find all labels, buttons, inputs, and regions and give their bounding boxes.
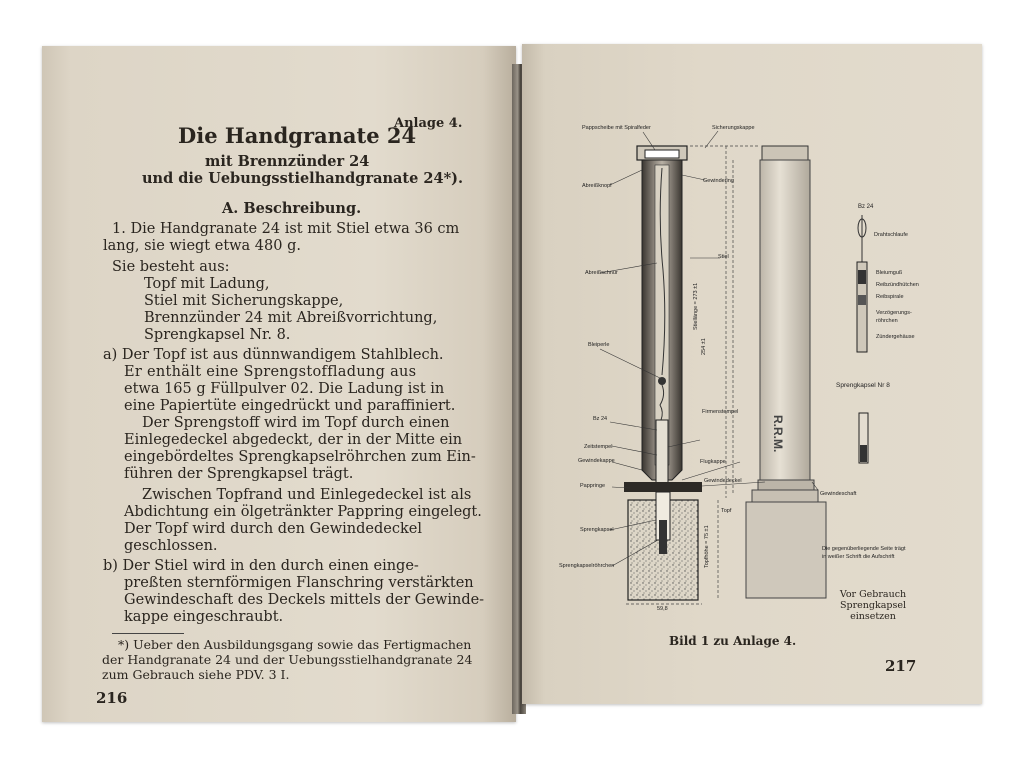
label-bz24: Bz 24 bbox=[593, 416, 608, 422]
footnote-line: der Handgranate 24 und der Uebungsstielhandgranate 24 bbox=[102, 652, 473, 667]
label-note-2: in weißer Schrift die Aufschrift bbox=[822, 554, 895, 560]
label-note-1: Die gegenüberliegende Seite trägt bbox=[822, 546, 906, 552]
label-abreissknopf: Abreißknopf bbox=[582, 183, 612, 189]
appendix-label: Anlage 4. bbox=[394, 116, 463, 131]
body-line: b) Der Stiel wird in den durch einen einge- bbox=[103, 558, 419, 574]
label-topfhoehe: Topfhöhe = 75 ±1 bbox=[704, 525, 710, 568]
body-line: führen der Sprengkapsel trägt. bbox=[124, 466, 354, 482]
label-pappscheibe: Pappscheibe mit Spiralfeder bbox=[582, 125, 651, 131]
label-gewindedeckel: Gewindedeckel bbox=[704, 478, 742, 484]
label-zeitstempel: Zeitstempel bbox=[584, 444, 613, 450]
body-line: Topf mit Ladung, bbox=[144, 276, 270, 292]
label-bz24-detail: Bz 24 bbox=[858, 204, 874, 210]
label-zuendergehaeuse: Zündergehäuse bbox=[876, 334, 915, 340]
label-gewindeschaft: Gewindeschaft bbox=[820, 491, 857, 497]
body-line: Stiel mit Sicherungskappe, bbox=[144, 293, 344, 309]
body-line: lang, sie wiegt etwa 480 g. bbox=[103, 238, 301, 254]
label-stiel: Stiel bbox=[718, 254, 729, 260]
label-sprengkapsel-nr8: Sprengkapsel Nr 8 bbox=[836, 382, 890, 389]
label-reibzuendhuetchen: Reibzündhütchen bbox=[876, 282, 919, 288]
section-heading: A. Beschreibung. bbox=[222, 200, 362, 217]
body-line: etwa 165 g Füllpulver 02. Die Ladung ist in bbox=[124, 381, 445, 397]
label-sprengkapselroehrchen: Sprengkapselröhrchen bbox=[559, 563, 615, 569]
body-line: geschlossen. bbox=[124, 538, 218, 554]
subtitle-line-2: und die Uebungsstielhandgranate 24*). bbox=[142, 170, 464, 187]
label-sprengkapsel: Sprengkapsel bbox=[580, 527, 614, 533]
page-number-right: 217 bbox=[885, 657, 917, 675]
footnote-line: zum Gebrauch siehe PDV. 3 I. bbox=[102, 667, 290, 682]
label-verzoegerung: Verzögerungs- bbox=[876, 310, 912, 316]
body-line: Zwischen Topfrand und Einlegedeckel ist als bbox=[142, 487, 472, 503]
instruction-line-3: einsetzen bbox=[850, 611, 896, 622]
figure-caption: Bild 1 zu Anlage 4. bbox=[669, 634, 797, 648]
body-line: Der Sprengstoff wird im Topf durch einen bbox=[142, 415, 450, 431]
exterior-grenade-drawing bbox=[746, 146, 826, 598]
label-stiellaenge: Stiellänge = 273 ±1 bbox=[693, 282, 699, 330]
label-firmenstempel: Firmenstempel bbox=[702, 409, 739, 415]
label-topf: Topf bbox=[721, 508, 732, 514]
body-line: 1. Die Handgranate 24 ist mit Stiel etwa 36 cm bbox=[112, 221, 460, 237]
body-line: preßten sternförmigen Flanschring verstärkten bbox=[124, 575, 474, 591]
fuse-detail-drawing bbox=[857, 215, 867, 352]
label-stiel-inner: 254 ±1 bbox=[701, 338, 707, 355]
page-title: Die Handgranate 24 bbox=[178, 123, 417, 148]
body-line: Sprengkapsel Nr. 8. bbox=[144, 327, 291, 343]
body-line: kappe eingeschraubt. bbox=[124, 609, 284, 625]
body-line: Abdichtung ein ölgetränkter Pappring eingelegt. bbox=[124, 504, 482, 520]
label-flugkappe: Flugkappe bbox=[700, 459, 726, 465]
label-abreissschnur: Abreißschnur bbox=[585, 270, 618, 276]
body-line: Sie besteht aus: bbox=[112, 259, 230, 275]
footnote-line: *) Ueber den Ausbildungsgang sowie das Fertigmachen bbox=[118, 637, 472, 652]
body-line: Brennzünder 24 mit Abreißvorrichtung, bbox=[144, 310, 438, 326]
instruction-line-2: Sprengkapsel bbox=[840, 600, 906, 611]
body-line: Der Topf wird durch den Gewindedeckel bbox=[124, 521, 422, 537]
label-sicherungskappe: Sicherungskappe bbox=[712, 125, 755, 131]
body-line: Gewindeschaft des Deckels mittels der Gewinde- bbox=[124, 592, 485, 608]
subtitle-line-1: mit Brennzünder 24 bbox=[205, 153, 370, 170]
body-line: eine Papiertüte eingedrückt und paraffiniert. bbox=[124, 398, 456, 414]
label-pappringe: Pappringe bbox=[580, 483, 606, 489]
label-gewindering: Gewindering bbox=[703, 178, 734, 184]
sectional-grenade-drawing bbox=[624, 146, 702, 600]
instruction-line-1: Vor Gebrauch bbox=[839, 589, 907, 600]
label-gewindekappe: Gewindekappe bbox=[578, 458, 615, 464]
label-diameter: 59,8 bbox=[657, 606, 668, 612]
body-line: eingebördeltes Sprengkapselröhrchen zum Ein- bbox=[124, 449, 476, 465]
label-drahtschlaufe: Drahtschlaufe bbox=[874, 232, 908, 238]
body-line: Er enthält eine Sprengstoffladung aus bbox=[124, 364, 417, 380]
body-line: Einlegedeckel abgedeckt, der in der Mitte ein bbox=[124, 432, 463, 448]
label-reibspirale: Reibspirale bbox=[876, 294, 904, 300]
label-rrm-stamp: R.R.M. bbox=[771, 415, 785, 453]
body-line: a) Der Topf ist aus dünnwandigem Stahlblech. bbox=[103, 347, 444, 363]
page-number-left: 216 bbox=[96, 689, 128, 707]
label-bleiumguss: Bleiumguß bbox=[876, 270, 903, 276]
label-verzoegerung-2: röhrchen bbox=[876, 318, 898, 324]
label-bleiperle: Bleiperle bbox=[588, 342, 610, 348]
